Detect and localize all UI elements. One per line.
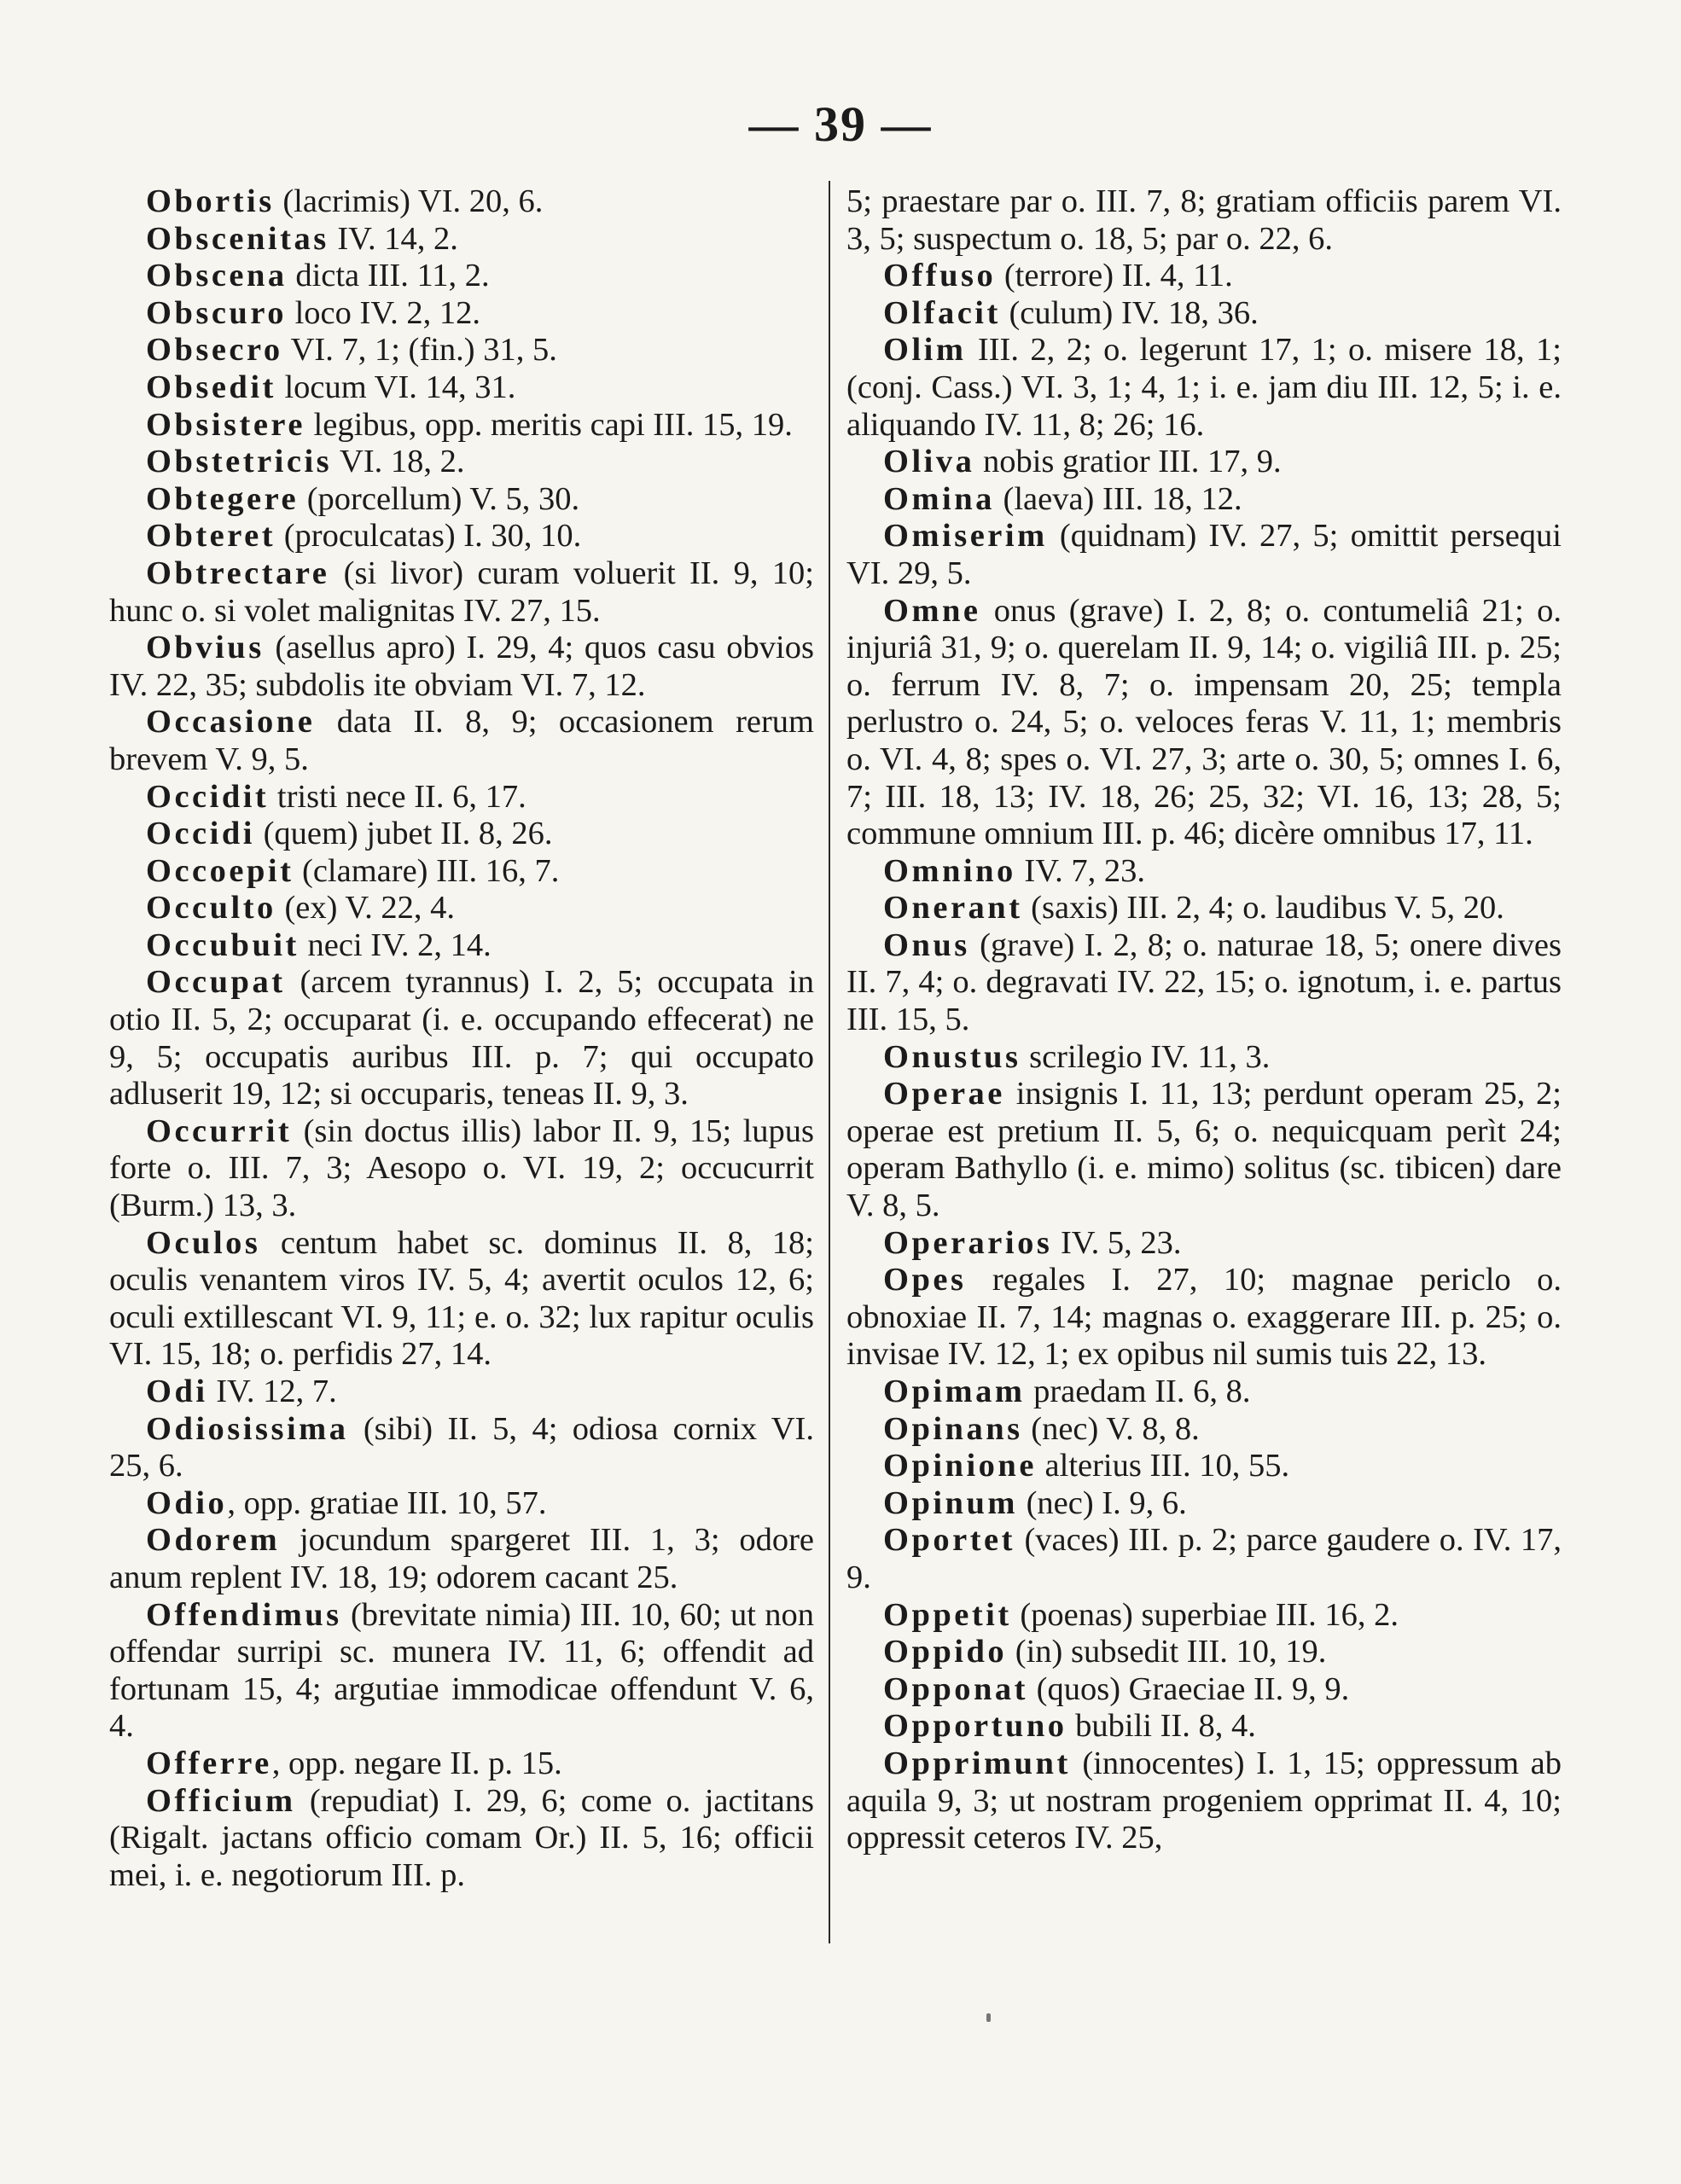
- index-entry: [846, 1039, 1562, 1077]
- index-column-left: [109, 183, 814, 1992]
- entry-headword: Oppido: [883, 1634, 1008, 1670]
- entry-text: (quidnam) IV. 27, 5; omittit persequi VI. 29, 5.: [846, 518, 1562, 591]
- entry-headword: Occidit: [146, 778, 270, 815]
- entry-text: , opp. negare II. p. 15.: [271, 1745, 562, 1781]
- index-entry: [846, 853, 1562, 891]
- entry-headword: Omne: [883, 592, 981, 629]
- entry-headword: Odio: [146, 1484, 228, 1521]
- entry-text: (asellus apro) I. 29, 4; quos casu obvios IV. 22, 35; subdolis ite obviam VI. 7, 12.: [109, 630, 814, 703]
- index-entry: [846, 1634, 1562, 1671]
- index-entry: [109, 1745, 814, 1783]
- entry-headword: Opportuno: [883, 1708, 1067, 1745]
- index-entry: [846, 1522, 1562, 1596]
- entry-headword: Onus: [883, 926, 970, 963]
- entry-text: tristi nece II. 6, 17.: [269, 778, 526, 815]
- entry-text: (vaces) III. p. 2; parce gaudere o. IV. 17, 9.: [846, 1522, 1562, 1595]
- entry-headword: Operae: [883, 1076, 1005, 1112]
- entry-headword: Obvius: [146, 630, 265, 666]
- entry-text: (nec) V. 8, 8.: [1022, 1410, 1200, 1447]
- entry-headword: Occubuit: [146, 926, 300, 963]
- entry-text: regales I. 27, 10; magnae periclo o. obnoxiae II. 7, 14; magnas o. exaggerare III. p. 25; o. invisae IV. 12, 1; ex opibus nil sumis tuis 22, 13.: [846, 1262, 1562, 1373]
- entry-text: jocundum spargeret III. 1, 3; odore anum replent IV. 18, 19; odorem cacant 25.: [109, 1522, 814, 1595]
- entry-headword: Oculos: [146, 1224, 261, 1261]
- index-entry: [109, 183, 814, 221]
- index-entry: [109, 555, 814, 630]
- entry-text: (proculcatas) I. 30, 10.: [276, 518, 582, 555]
- entry-headword: Onerant: [883, 890, 1023, 926]
- index-entry: [109, 1783, 814, 1895]
- entry-text: (nec) I. 9, 6.: [1017, 1484, 1187, 1521]
- entry-text: III. 2, 2; o. legerunt 17, 1; o. misere 18, 1; (conj. Cass.) VI. 3, 1; 4, 1; i. e. jam diu III. 12, 5; i. e. aliquando IV. 11, 8; 26; 16.: [846, 332, 1562, 443]
- entry-text: loco IV. 2, 12.: [286, 294, 481, 331]
- entry-text: 5; praestare par o. III. 7, 8; gratiam officiis parem VI. 3, 5; suspectum o. 18, 5; par o. 22, 6.: [846, 183, 1562, 257]
- entry-text: IV. 12, 7.: [207, 1374, 337, 1409]
- entry-headword: Obsedit: [146, 369, 276, 405]
- index-entry: [846, 1745, 1562, 1857]
- entry-headword: Obortis: [146, 183, 275, 219]
- ink-blot: [986, 2013, 991, 2022]
- entry-headword: Obteret: [146, 518, 276, 555]
- index-entry: [109, 444, 814, 481]
- entry-headword: Operarios: [883, 1224, 1053, 1261]
- entry-text: (in) subsedit III. 10, 19.: [1007, 1634, 1327, 1670]
- index-entry: [846, 927, 1562, 1039]
- entry-text: IV. 14, 2.: [329, 220, 458, 257]
- index-entry: [846, 332, 1562, 444]
- entry-text: VI. 18, 2.: [332, 444, 465, 480]
- index-entry: [109, 964, 814, 1112]
- index-entry: [846, 1225, 1562, 1263]
- entry-text: (saxis) III. 2, 4; o. laudibus V. 5, 20.: [1022, 890, 1504, 926]
- entry-text: IV. 7, 23.: [1015, 852, 1145, 889]
- entry-text: (culum) IV. 18, 36.: [1000, 294, 1259, 331]
- index-entry: [109, 630, 814, 704]
- entry-text: insignis I. 11, 13; perdunt operam 25, 2; operae est pretium II. 5, 6; o. nequicquam perìt 24; operam Bathyllo (i. e. mimo) solitus (sc. tibicen) dare V. 8, 5.: [846, 1076, 1562, 1224]
- entry-text: dicta III. 11, 2.: [287, 258, 490, 294]
- entry-text: , opp. gratiae III. 10, 57.: [227, 1484, 547, 1521]
- index-entry: [846, 518, 1562, 592]
- entry-headword: Obtrectare: [146, 555, 330, 591]
- entry-text: (grave) I. 2, 8; o. naturae 18, 5; onere dives II. 7, 4; o. degravati IV. 22, 15; o. ignotum, i. e. partus III. 15, 5.: [846, 926, 1562, 1038]
- index-entry: [846, 593, 1562, 853]
- index-entry: [109, 1113, 814, 1225]
- index-entry: [846, 1485, 1562, 1523]
- entry-text: (porcellum) V. 5, 30.: [299, 480, 580, 517]
- index-entry: [109, 369, 814, 407]
- index-entry: [846, 295, 1562, 333]
- entry-headword: Opes: [883, 1262, 967, 1298]
- entry-text: neci IV. 2, 14.: [299, 926, 492, 963]
- entry-text: (lacrimis) VI. 20, 6.: [274, 183, 544, 219]
- index-entry: [846, 183, 1562, 258]
- entry-headword: Olim: [883, 332, 967, 369]
- entry-text: nobis gratior III. 17, 9.: [974, 444, 1282, 480]
- entry-text: (laeva) III. 18, 12.: [994, 480, 1242, 517]
- index-column-right: [846, 183, 1562, 1992]
- entry-text: praedam II. 6, 8.: [1025, 1374, 1251, 1409]
- index-entry: [109, 890, 814, 927]
- entry-headword: Obsecro: [146, 332, 283, 369]
- entry-headword: Obsistere: [146, 406, 305, 443]
- entry-headword: Omiserim: [883, 518, 1048, 555]
- entry-headword: Opinum: [883, 1484, 1018, 1521]
- entry-text: scrilegio IV. 11, 3.: [1021, 1038, 1271, 1075]
- entry-headword: Opinione: [883, 1448, 1037, 1484]
- index-entry: [109, 1597, 814, 1745]
- entry-headword: Offerre: [146, 1745, 272, 1781]
- page-number: — 39 —: [748, 96, 933, 152]
- entry-text: (repudiat) I. 29, 6; come o. jactitans (Rigalt. jactans officio comam Or.) II. 5, 16; officii mei, i. e. negotiorum III. p.: [109, 1782, 814, 1893]
- index-entry: [109, 518, 814, 555]
- entry-headword: Opimam: [883, 1374, 1026, 1409]
- entry-headword: Obscuro: [146, 294, 287, 331]
- index-entry: [109, 927, 814, 965]
- entry-headword: Oportet: [883, 1522, 1015, 1559]
- entry-text: (ex) V. 22, 4.: [276, 890, 456, 926]
- index-entry: [846, 1262, 1562, 1374]
- index-entry: [109, 407, 814, 444]
- index-entry: [846, 1411, 1562, 1449]
- index-entry: [846, 444, 1562, 481]
- entry-headword: Obscena: [146, 258, 288, 294]
- entry-headword: Odi: [146, 1374, 208, 1409]
- entry-text: IV. 5, 23.: [1052, 1224, 1182, 1261]
- index-entry: [109, 1411, 814, 1485]
- entry-text: (quos) Graeciae II. 9, 9.: [1028, 1670, 1350, 1707]
- entry-headword: Offendimus: [146, 1596, 342, 1633]
- entry-text: onus (grave) I. 2, 8; o. contumeliâ 21; o. injuriâ 31, 9; o. querelam II. 9, 14; o. vigiliâ III. p. 25; o. ferrum IV. 8, 7; o. impensam 20, 25; templa perlustro o. 24, 5; o. veloces feras V. 11, 1; membris o. VI. 4, 8; spes o. VI. 27, 3; arte o. 30, 5; omnes I. 6, 7; III. 18, 13; IV. 18, 26; 25, 32; VI. 16, 13; 28, 5; commune omnium III. p. 46; dicère omnibus 17, 11.: [846, 592, 1562, 852]
- entry-text: (sin doctus illis) labor II. 9, 15; lupus forte o. III. 7, 3; Aesopo o. VI. 19, 2; occucurrit (Burm.) 13, 3.: [109, 1112, 814, 1224]
- index-entry: [846, 1076, 1562, 1224]
- entry-text: (arcem tyrannus) I. 2, 5; occupata in otio II. 5, 2; occuparat (i. e. occupando effecerat) ne 9, 5; occupatis auribus III. p. 7; qui occupato adluserit 19, 12; si occuparis, teneas II. 9, 3.: [109, 964, 814, 1112]
- index-entry: [846, 1374, 1562, 1411]
- index-entry: [109, 258, 814, 295]
- entry-text: legibus, opp. meritis capi III. 15, 19.: [305, 406, 793, 443]
- entry-headword: Officium: [146, 1782, 296, 1819]
- index-entry: [846, 1448, 1562, 1485]
- entry-text: (si livor) curam voluerit II. 9, 10; hunc o. si volet malignitas IV. 27, 15.: [109, 555, 814, 629]
- entry-headword: Onustus: [883, 1038, 1021, 1075]
- entry-headword: Odiosissima: [146, 1410, 349, 1447]
- index-entry: [846, 481, 1562, 519]
- index-entry: [109, 1522, 814, 1596]
- entry-headword: Occupat: [146, 964, 286, 1001]
- entry-headword: Offuso: [883, 258, 997, 294]
- column-divider: [829, 181, 830, 1943]
- entry-text: (clamare) III. 16, 7.: [294, 852, 560, 889]
- entry-text: bubili II. 8, 4.: [1067, 1708, 1256, 1745]
- index-entry: [846, 890, 1562, 927]
- index-entry: [109, 221, 814, 258]
- entry-text: (sibi) II. 5, 4; odiosa cornix VI. 25, 6.: [109, 1410, 814, 1484]
- entry-text: data II. 8, 9; occasionem rerum brevem V. 9, 5.: [109, 704, 814, 777]
- entry-headword: Opinans: [883, 1410, 1023, 1447]
- index-entry: [109, 779, 814, 816]
- index-entry: [846, 1597, 1562, 1635]
- index-entry: [109, 1374, 814, 1411]
- index-entry: [109, 1225, 814, 1374]
- entry-headword: Opponat: [883, 1670, 1029, 1707]
- index-entry: [109, 481, 814, 519]
- entry-text: (brevitate nimia) III. 10, 60; ut non offendar surripi sc. munera IV. 11, 6; offendit ad fortunam 15, 4; argutiae immodicae offendunt V. 6, 4.: [109, 1596, 814, 1745]
- entry-headword: Occulto: [146, 890, 276, 926]
- entry-headword: Omnino: [883, 852, 1016, 889]
- index-entry: [109, 332, 814, 369]
- index-entry: [109, 295, 814, 333]
- entry-text: centum habet sc. dominus II. 8, 18; oculis venantem viros IV. 5, 4; avertit oculos 12, 6; oculi extillescant VI. 9, 11; e. o. 32; lux rapitur oculis VI. 15, 18; o. perfidis 27, 14.: [109, 1224, 814, 1373]
- entry-text: (quem) jubet II. 8, 26.: [254, 816, 553, 852]
- index-entry: [109, 853, 814, 891]
- entry-text: (terrore) II. 4, 11.: [996, 258, 1233, 294]
- entry-headword: Occurrit: [146, 1112, 293, 1149]
- entry-headword: Oliva: [883, 444, 975, 480]
- entry-headword: Occoepit: [146, 852, 294, 889]
- entry-headword: Oppetit: [883, 1596, 1012, 1633]
- entry-text: (innocentes) I. 1, 15; oppressum ab aquila 9, 3; ut nostram progeniem opprimat II. 4, 10; oppressit ceteros IV. 25,: [846, 1745, 1562, 1856]
- entry-headword: Omina: [883, 480, 995, 517]
- entry-headword: Obtegere: [146, 480, 300, 517]
- entry-text: (poenas) superbiae III. 16, 2.: [1011, 1596, 1399, 1633]
- entry-headword: Odorem: [146, 1522, 281, 1559]
- entry-headword: Occidi: [146, 816, 255, 852]
- entry-headword: Occasione: [146, 704, 316, 741]
- entry-headword: Olfacit: [883, 294, 1001, 331]
- index-entry: [846, 1708, 1562, 1745]
- index-entry: [109, 816, 814, 853]
- entry-headword: Opprimunt: [883, 1745, 1071, 1781]
- entry-headword: Obstetricis: [146, 444, 333, 480]
- entry-text: locum VI. 14, 31.: [276, 369, 516, 405]
- index-entry: [846, 258, 1562, 295]
- index-entry: [846, 1671, 1562, 1709]
- index-entry: [109, 1485, 814, 1523]
- entry-text: alterius III. 10, 55.: [1036, 1448, 1290, 1484]
- entry-headword: Obscenitas: [146, 220, 329, 257]
- entry-text: VI. 7, 1; (fin.) 31, 5.: [282, 332, 557, 369]
- index-entry: [109, 704, 814, 778]
